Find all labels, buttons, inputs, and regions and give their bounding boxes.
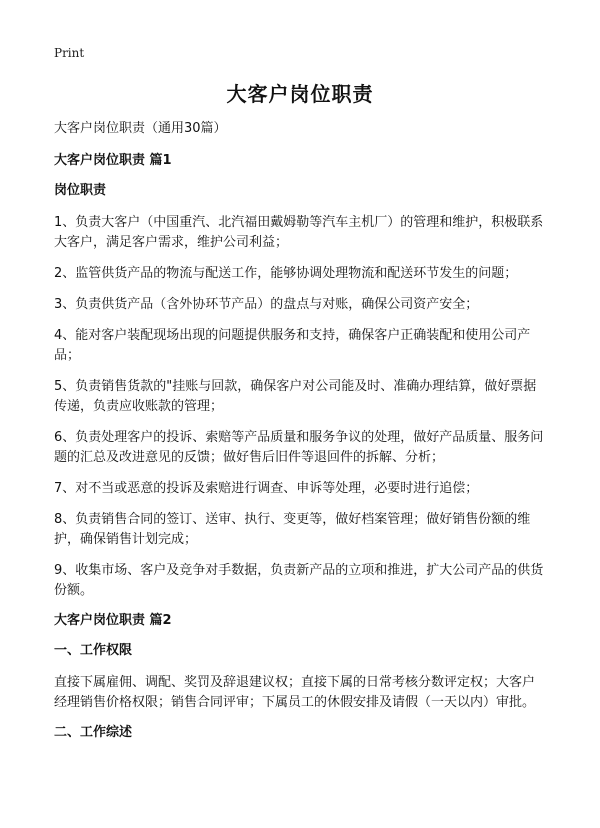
page-title: 大客户岗位职责 [226,82,374,106]
sub-heading-duties: 岗位职责 [54,183,107,198]
print-label: Print [54,46,85,60]
sub-heading-work-summary: 二、工作综述 [54,725,133,740]
duty-item-8: 8、负责销售合同的签订、送审、执行、变更等，做好档案管理；做好销售份额的维护，确保销售计划完成； [54,512,531,547]
duty-item-7: 7、对不当或恶意的投诉及索赔进行调查、申诉等处理，必要时进行追偿； [54,481,479,496]
duty-item-1: 1、负责大客户（中国重汽、北汽福田戴姆勒等汽车主机厂）的管理和维护，积极联系大客户，满足客户需求，维护公司利益； [54,215,544,250]
section-heading-part1: 大客户岗位职责 篇1 [54,153,172,168]
document-subtitle: 大客户岗位职责（通用30篇） [54,121,227,136]
duty-item-3: 3、负责供货产品（含外协环节产品）的盘点与对账，确保公司资产安全； [54,297,479,312]
section-heading-part2: 大客户岗位职责 篇2 [54,613,172,628]
duty-item-9: 9、收集市场、客户及竞争对手数据，负责新产品的立项和推进，扩大公司产品的供货份额。 [54,563,544,598]
document-body [54,120,546,755]
duty-item-6: 6、负责处理客户的投诉、索赔等产品质量和服务争议的处理，做好产品质量、服务问题的汇总及改进意见的反馈；做好售后旧件等退回件的拆解、分析； [54,430,544,465]
duty-item-5: 5、负责销售货款的"挂账与回款，确保客户对公司能及时、准确办理结算，做好票据传递，负责应收账款的管理； [54,379,537,414]
duty-item-2: 2、监管供货产品的物流与配送工作，能够协调处理物流和配送环节发生的问题； [54,266,518,281]
work-authority-paragraph: 直接下属雇佣、调配、奖罚及辞退建议权；直接下属的日常考核分数评定权；大客户经理销售价格权限；销售合同评审；下属员工的休假安排及请假（一天以内）审批。 [54,675,536,710]
duty-item-4: 4、能对客户装配现场出现的问题提供服务和支持，确保客户正确装配和使用公司产品； [54,328,531,363]
sub-heading-work-authority: 一、工作权限 [54,643,133,658]
